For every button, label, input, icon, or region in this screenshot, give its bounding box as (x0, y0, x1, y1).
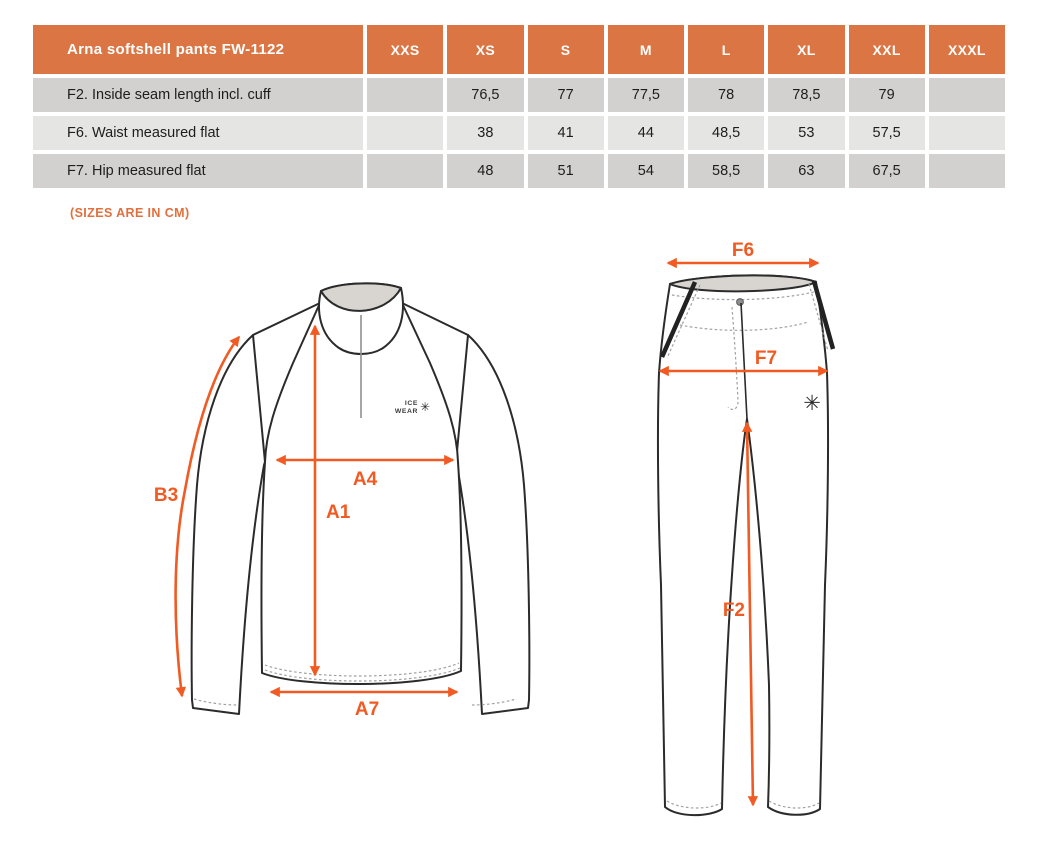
sweater-left-sleeve (192, 335, 265, 714)
cell-waist-xs: 38 (447, 116, 523, 150)
size-col-header-l: L (688, 25, 764, 74)
size-col-header-xxxl: XXXL (929, 25, 1005, 74)
sweater-right-sleeve (456, 335, 529, 714)
cell-hip-xxl: 67,5 (849, 154, 925, 188)
cell-waist-xl: 53 (768, 116, 844, 150)
cell-inseam-l: 78 (688, 78, 764, 112)
cell-hip-xxs (367, 154, 443, 188)
cell-inseam-xl: 78,5 (768, 78, 844, 112)
f2-arrow (747, 423, 753, 805)
cell-inseam-xs: 76,5 (447, 78, 523, 112)
cell-hip-l: 58,5 (688, 154, 764, 188)
cell-hip-xs: 48 (447, 154, 523, 188)
f6-label: F6 (731, 240, 755, 261)
a1-label: A1 (326, 502, 351, 523)
a4-label: A4 (352, 469, 378, 490)
pants-snowflake-icon: ✳ (803, 391, 821, 415)
cell-hip-xxxl (929, 154, 1005, 188)
cell-hip-xl: 63 (768, 154, 844, 188)
cell-inseam-xxs (367, 78, 443, 112)
size-chart-table (33, 25, 1005, 188)
cell-waist-xxs (367, 116, 443, 150)
cell-waist-xxxl (929, 116, 1005, 150)
f7-label: F7 (754, 348, 778, 369)
size-col-header-xxl: XXL (849, 25, 925, 74)
icewear-logo-line1: ICE (404, 400, 418, 407)
size-col-header-xs: XS (447, 25, 523, 74)
f2-label: F2 (722, 600, 745, 621)
row-label-inseam: F2. Inside seam length incl. cuff (33, 78, 363, 112)
b3-label: B3 (153, 485, 179, 506)
cell-waist-l: 48,5 (688, 116, 764, 150)
cell-waist-s: 41 (528, 116, 604, 150)
pants-drawing (658, 240, 833, 815)
pants-diagram (620, 240, 920, 845)
pants-button (737, 299, 744, 306)
a7-label: A7 (354, 699, 380, 720)
cell-waist-xxl: 57,5 (849, 116, 925, 150)
sweater-diagram (140, 255, 570, 725)
icewear-logo-line2: WEAR (394, 408, 418, 415)
size-col-header-xxs: XXS (367, 25, 443, 74)
cell-inseam-xxl: 79 (849, 78, 925, 112)
cell-inseam-s: 77 (528, 78, 604, 112)
cell-waist-m: 44 (608, 116, 684, 150)
row-label-hip: F7. Hip measured flat (33, 154, 363, 188)
cell-hip-m: 54 (608, 154, 684, 188)
row-label-waist: F6. Waist measured flat (33, 116, 363, 150)
sizes-note: (SIZES ARE IN CM) (70, 206, 190, 220)
size-col-header-s: S (528, 25, 604, 74)
cell-hip-s: 51 (528, 154, 604, 188)
cell-inseam-m: 77,5 (608, 78, 684, 112)
cell-inseam-xxxl (929, 78, 1005, 112)
size-col-header-xl: XL (768, 25, 844, 74)
sweater-drawing (154, 283, 529, 720)
size-col-header-m: M (608, 25, 684, 74)
size-chart-title: Arna softshell pants FW-1122 (33, 25, 363, 74)
icewear-logo-snowflake-icon: ✳ (420, 400, 431, 414)
